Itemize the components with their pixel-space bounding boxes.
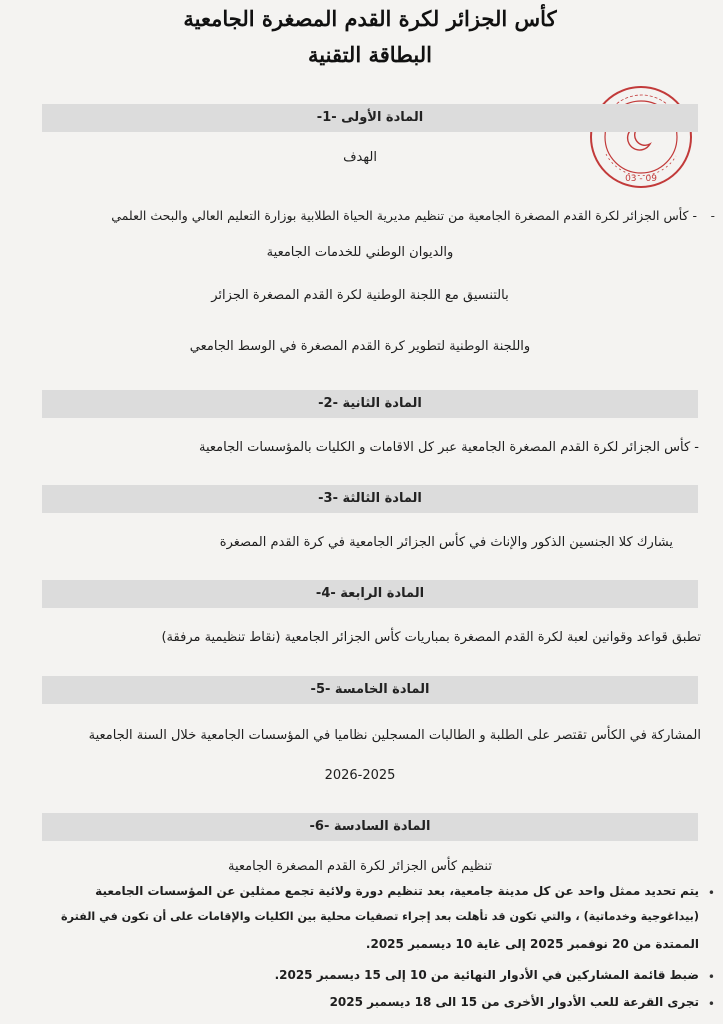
article-1-band <box>42 104 698 132</box>
stamp-seal-icon <box>562 84 720 190</box>
article-2-label: المادة الثانية -2- <box>318 396 422 411</box>
bullet-dot: • <box>707 997 715 1011</box>
article-6-bullet-1-line-2: (بيداغوجية وخدماتية) ، والتي تكون قد تأهلت بعد إجراء تصفيات محلية بين الكليات والإقامات على أن تكون في الفترة <box>61 910 699 923</box>
official-stamp <box>562 84 720 190</box>
article-6-bullet-1-line-1: يتم تحديد ممثل واحد عن كل مدينة جامعية، بعد تنظيم دورة ولائية تجمع ممثلين عن المؤسسات الجامعية <box>95 884 699 898</box>
article-3-line-1: يشارك كلا الجنسين الذكور والإناث في كأس الجزائر الجامعية في كرة القدم المصغرة <box>219 535 673 550</box>
dash-bullet: - <box>710 209 715 223</box>
bullet-dot: • <box>707 970 715 984</box>
article-6-bullet-1-line-3: الممتدة من 20 نوفمبر 2025 إلى غاية 10 ديسمبر 2025. <box>365 937 699 951</box>
academic-year: 2026-2025 <box>324 768 396 783</box>
document-subtitle: البطاقة التقنية <box>308 42 432 67</box>
article-4-label: المادة الرابعة -4- <box>315 586 425 601</box>
document-title: كأس الجزائر لكرة القدم المصغرة الجامعية <box>183 6 557 31</box>
article-5-label: المادة الخامسة -5- <box>310 682 430 697</box>
article-1-line-2: والديوان الوطني للخدمات الجامعية <box>266 245 454 260</box>
article-6-bullet-3-line-1: تجرى القرعة للعب الأدوار الأخرى من 15 الى 18 ديسمبر 2025 <box>329 995 699 1009</box>
article-1-line-4: واللجنة الوطنية لتطوير كرة القدم المصغرة في الوسط الجامعي <box>189 339 531 354</box>
article-3-label: المادة الثالثة -3- <box>318 491 422 506</box>
article-2-band <box>42 390 698 418</box>
article-4-line-1: تطبق قواعد وقوانين لعبة لكرة القدم المصغرة بمباريات كأس الجزائر الجامعية (نقاط تنظيمية مرفقة) <box>161 630 701 645</box>
bullet-dot: • <box>707 886 715 900</box>
article-1-label: المادة الأولى -1- <box>316 110 424 125</box>
article-6-heading: تنظيم كأس الجزائر لكرة القدم المصغرة الجامعية <box>228 859 492 874</box>
article-5-line-1: المشاركة في الكأس تقتصر على الطلبة و الطالبات المسجلين نظاميا في المؤسسات الجامعية خلال السنة الجامعية <box>88 728 701 743</box>
article-2-line-1: - كأس الجزائر لكرة القدم المصغرة الجامعية عبر كل الاقامات و الكليات بالمؤسسات الجامعية <box>198 440 699 455</box>
article-3-band <box>42 485 698 513</box>
article-1-heading: الهدف <box>343 150 377 165</box>
article-6-label: المادة السادسة -6- <box>309 819 431 834</box>
stamp-date: 03 - 09 <box>625 174 657 184</box>
article-1-line-3: بالتنسيق مع اللجنة الوطنية لكرة القدم المصغرة الجزائر <box>211 288 509 303</box>
article-1-line-1: - كأس الجزائر لكرة القدم المصغرة الجامعية من تنظيم مديرية الحياة الطلابية بوزارة التعليم العالي والبحث العلمي <box>111 208 697 223</box>
article-4-band <box>42 580 698 608</box>
article-6-band <box>42 813 698 841</box>
article-5-band <box>42 676 698 704</box>
article-6-bullet-2-line-1: ضبط قائمة المشاركين في الأدوار النهائية من 10 إلى 15 ديسمبر 2025. <box>274 968 699 982</box>
